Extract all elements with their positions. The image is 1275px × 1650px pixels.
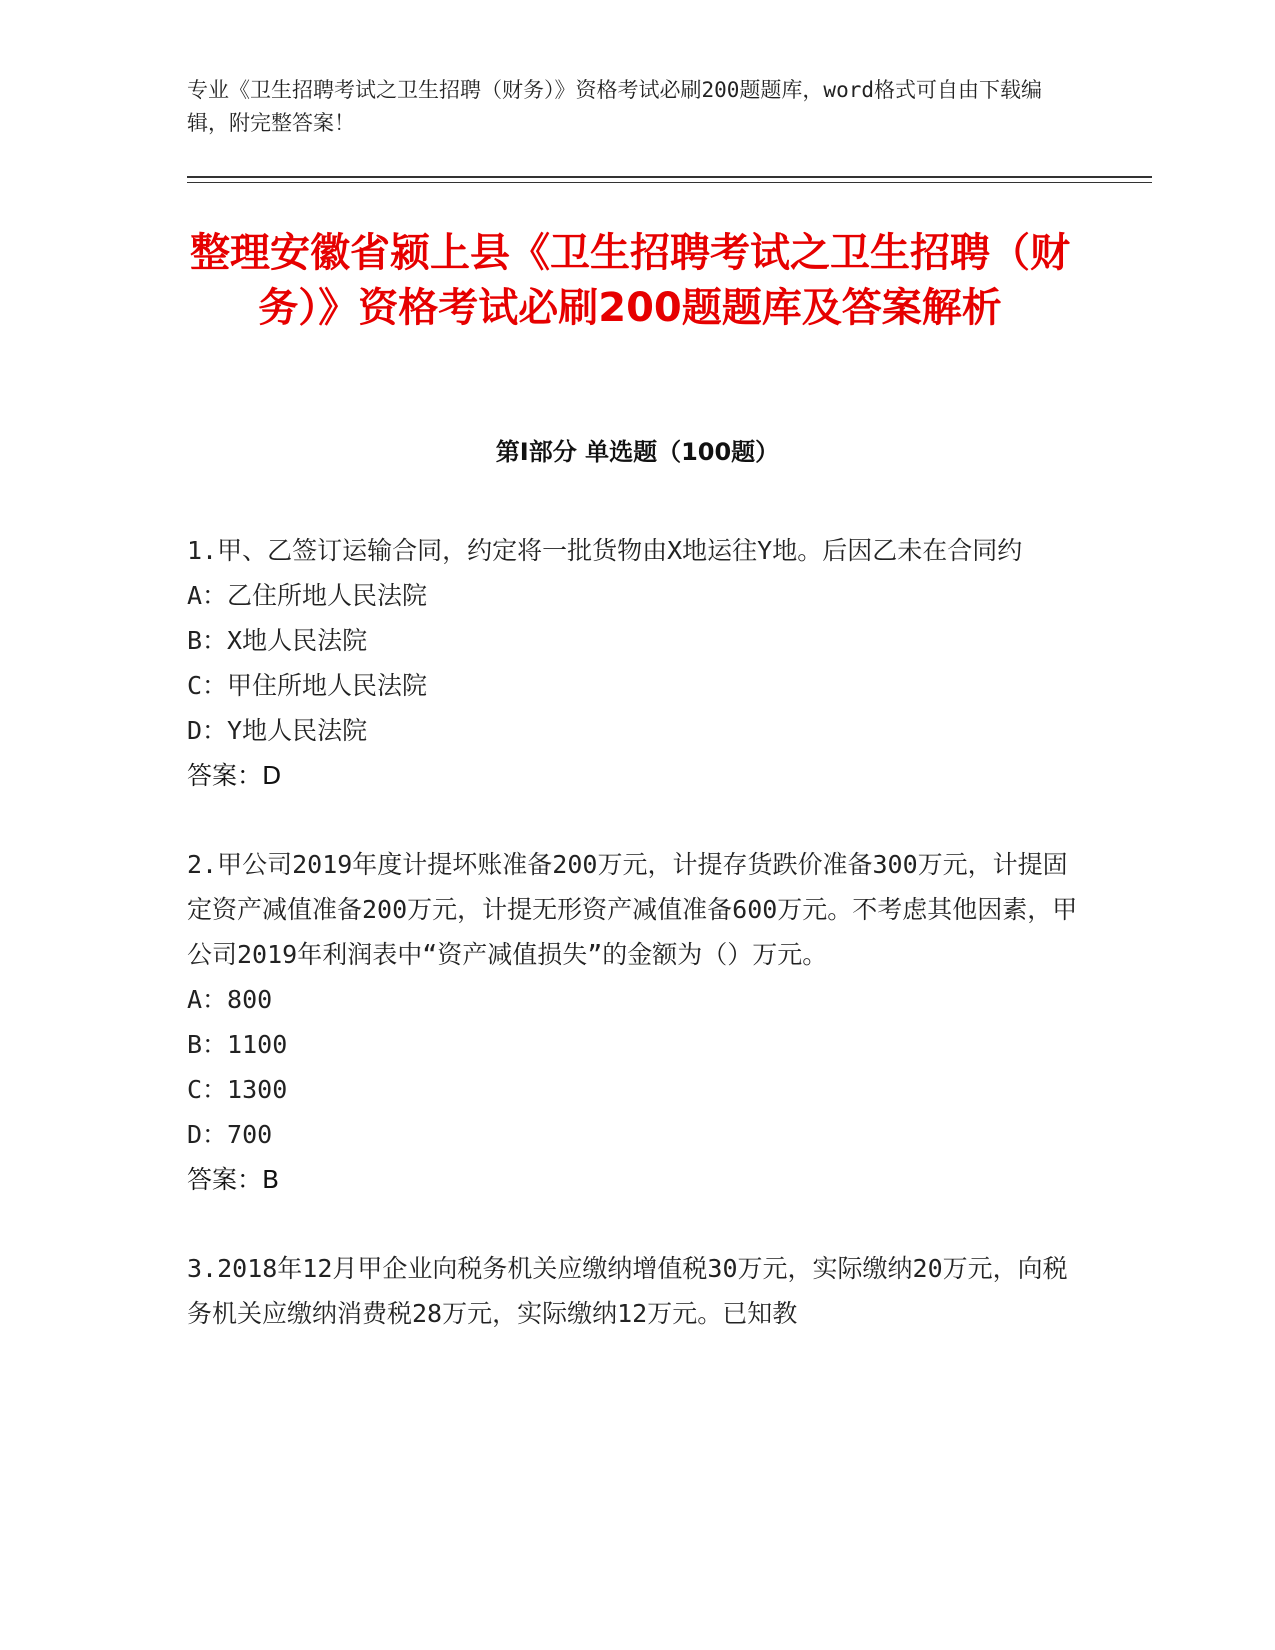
question-1 xyxy=(187,528,1082,798)
question-text: 2.甲公司2019年度计提坏账准备200万元，计提存货跌价准备300万元，计提固定资产减值准备200万元，计提无形资产减值准备600万元。不考虑其他因素，甲公司2019年利润表中“资产减值损失”的金额为（）万元。 xyxy=(187,850,1078,969)
option-c: C：甲住所地人民法院 xyxy=(187,671,428,700)
question-2 xyxy=(187,842,1082,1202)
answer-line: 答案：D xyxy=(187,761,282,790)
question-text: 1.甲、乙签订运输合同，约定将一批货物由X地运往Y地。后因乙未在合同约 xyxy=(187,536,1023,565)
question-3 xyxy=(187,1246,1082,1336)
document-title: 整理安徽省颍上县《卫生招聘考试之卫生招聘（财务）》资格考试必刷200题题库及答案解析 xyxy=(190,230,1070,331)
option-a: A：800 xyxy=(187,985,273,1014)
question-text: 3.2018年12月甲企业向税务机关应缴纳增值税30万元，实际缴纳20万元，向税务机关应缴纳消费税28万元，实际缴纳12万元。已知教 xyxy=(187,1254,1068,1328)
option-b: B：X地人民法院 xyxy=(187,626,368,655)
section-heading: 第Ⅰ部分 单选题（100题） xyxy=(495,438,780,466)
header-divider-thin xyxy=(187,182,1152,183)
option-d: D：Y地人民法院 xyxy=(187,716,368,745)
option-a: A：乙住所地人民法院 xyxy=(187,581,428,610)
header-divider-thick xyxy=(187,176,1152,178)
option-d: D：700 xyxy=(187,1120,273,1149)
option-c: C：1300 xyxy=(187,1075,288,1104)
header-note: 专业《卫生招聘考试之卫生招聘（财务）》资格考试必刷200题题库，word格式可自由下载编辑，附完整答案！ xyxy=(187,78,1042,135)
answer-line: 答案：B xyxy=(187,1165,280,1194)
question-list xyxy=(187,528,1082,1380)
option-b: B：1100 xyxy=(187,1030,288,1059)
